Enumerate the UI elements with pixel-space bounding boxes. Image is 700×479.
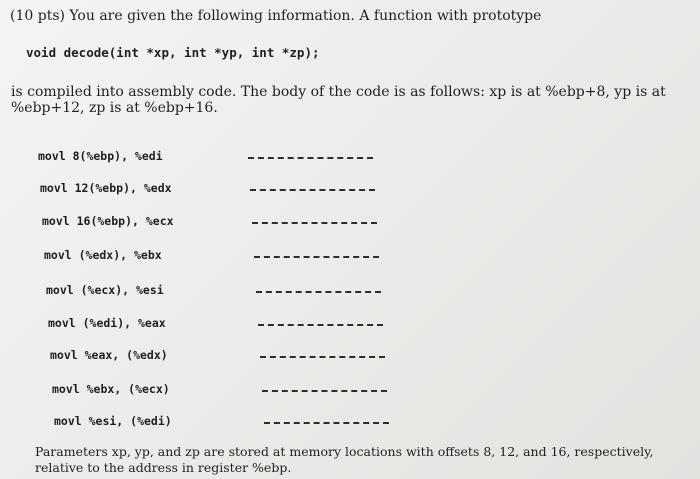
- assembly-code: movl 16(%ebp), %ecx: [42, 214, 174, 228]
- assembly-line-4: [44, 247, 524, 267]
- assembly-code: movl (%ecx), %esi: [46, 283, 164, 297]
- assembly-line-7: [50, 347, 530, 367]
- assembly-code: movl 12(%ebp), %edx: [40, 181, 172, 195]
- answer-blank: [252, 222, 377, 224]
- question-description: is compiled into assembly code. The body of the code is as follows: xp is at %ebp+8, yp is at %ebp+12, zp is at %ebp+16.: [11, 84, 666, 116]
- assembly-line-6: [48, 315, 528, 335]
- assembly-code: movl %esi, (%edi): [54, 414, 172, 428]
- assembly-line-2: [40, 180, 520, 200]
- assembly-line-8: [52, 381, 532, 401]
- answer-blank: [258, 324, 383, 326]
- function-prototype: void decode(int *xp, int *yp, int *zp);: [26, 45, 320, 60]
- assembly-code: movl 8(%ebp), %edi: [38, 149, 163, 163]
- assembly-code: movl %ebx, (%ecx): [52, 382, 170, 396]
- question-header: (10 pts) You are given the following information. A function with prototype: [10, 8, 542, 24]
- assembly-code: movl (%edi), %eax: [48, 316, 166, 330]
- answer-blank: [254, 256, 379, 258]
- answer-blank: [262, 390, 387, 392]
- answer-blank: [250, 189, 375, 191]
- answer-blank: [264, 422, 389, 424]
- parameter-note: Parameters xp, yp, and zp are stored at memory locations with offsets 8, 12, and 16, respectively, relative to the address in register %ebp.: [35, 444, 654, 475]
- assembly-line-9: [54, 413, 534, 433]
- assembly-code: movl (%edx), %ebx: [44, 248, 162, 262]
- answer-blank: [260, 356, 385, 358]
- assembly-line-1: [38, 148, 518, 168]
- assembly-code: movl %eax, (%edx): [50, 348, 168, 362]
- answer-blank: [248, 157, 373, 159]
- assembly-line-3: [42, 213, 522, 233]
- assembly-line-5: [46, 282, 526, 302]
- answer-blank: [256, 291, 381, 293]
